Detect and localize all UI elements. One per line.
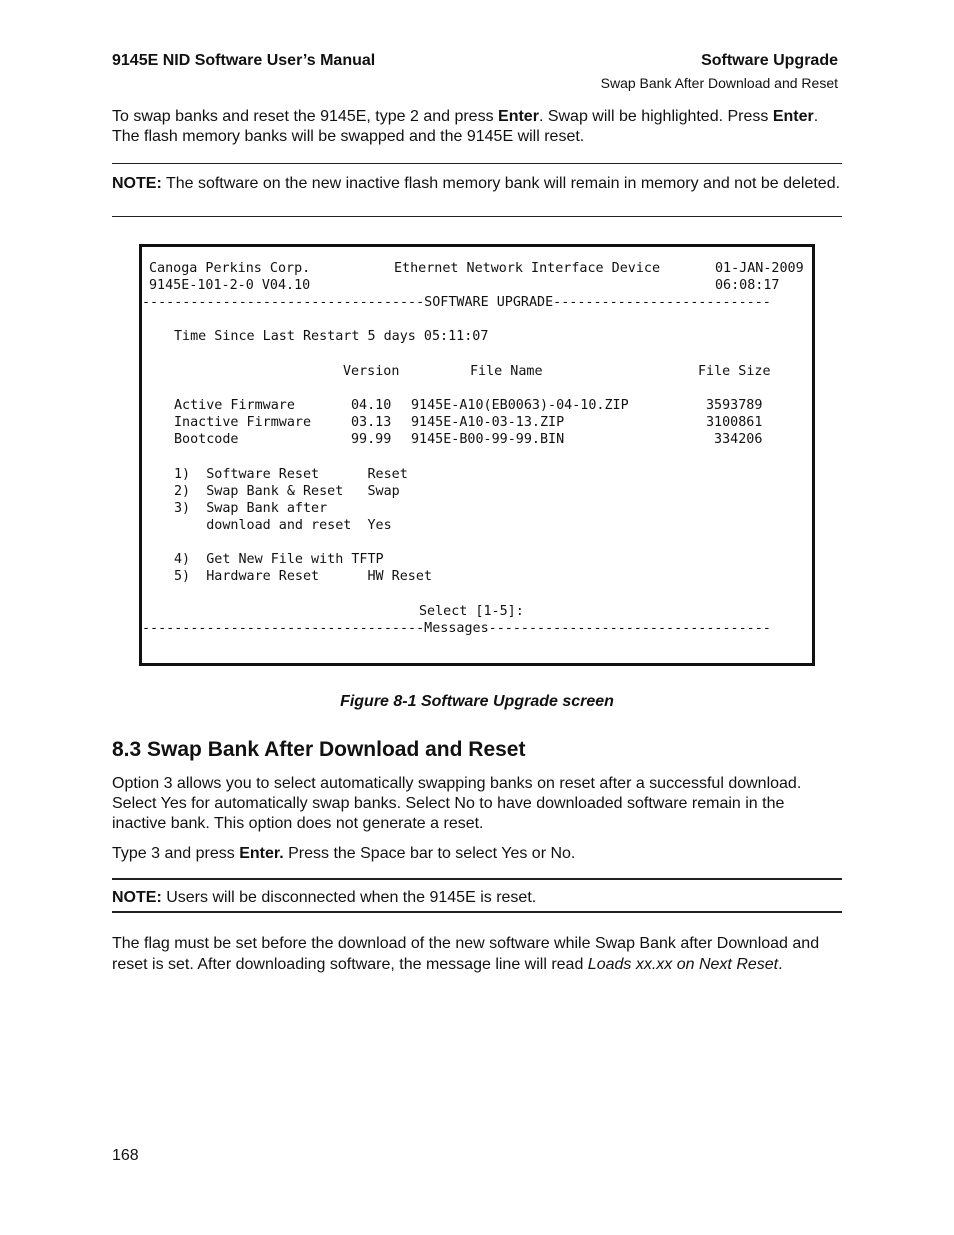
menu-option-swap-after-download-value[interactable]: download and reset Yes (174, 518, 392, 533)
software-upgrade-rule: -----------------------------------SOFTWARE UPGRADE--------------------------- (142, 295, 771, 310)
note-disconnect (112, 878, 842, 913)
intro-text-2: . Swap will be highlighted. Press (538, 108, 773, 125)
terminal-time: 06:08:17 (715, 278, 780, 293)
figure-caption: Figure 8-1 Software Upgrade screen (340, 693, 614, 710)
chapter-title: Software Upgrade (701, 52, 838, 69)
firmware-name: Bootcode (174, 432, 239, 447)
note-text: The software on the new inactive flash memory bank will remain in memory and not be deleted. (161, 175, 841, 192)
enter-key-3: Enter. (239, 845, 284, 862)
firmware-version: 04.10 (351, 398, 392, 413)
model-version: 9145E-101-2-0 V04.10 (149, 278, 311, 293)
menu-option-swap-after-download[interactable]: 3) Swap Bank after (174, 501, 328, 516)
select-prompt[interactable]: Select [1-5]: (419, 604, 524, 619)
product-name: Ethernet Network Interface Device (394, 261, 661, 276)
note-text: Users will be disconnected when the 9145E is reset. (161, 889, 537, 906)
menu-option-hardware-reset[interactable]: 5) Hardware Reset HW Reset (174, 569, 432, 584)
message-example: Loads xx.xx on Next Reset (587, 955, 779, 973)
page-number: 168 (112, 1147, 139, 1164)
intro-paragraph (112, 107, 842, 147)
enter-key-2: Enter (772, 108, 814, 125)
time-since-restart: Time Since Last Restart 5 days 05:11:07 (174, 329, 489, 344)
section-heading: 8.3 Swap Bank After Download and Reset (112, 738, 526, 761)
running-section-title: Swap Bank After Download and Reset (600, 75, 838, 91)
firmware-file: 9145E-B00-99-99.BIN (411, 432, 565, 447)
firmware-size: 3100861 (706, 415, 763, 430)
company-name: Canoga Perkins Corp. (149, 261, 311, 276)
firmware-version: 03.13 (351, 415, 392, 430)
column-header-version: Version (343, 364, 400, 379)
terminal-date: 01-JAN-2009 (715, 261, 804, 276)
closing-paragraph (112, 934, 842, 975)
menu-option-swap-bank-reset[interactable]: 2) Swap Bank & Reset Swap (174, 484, 400, 499)
manual-title: 9145E NID Software User’s Manual (112, 52, 376, 69)
firmware-version: 99.99 (351, 432, 392, 447)
messages-rule: -----------------------------------Messages----------------------------------- (142, 621, 771, 636)
note-label: NOTE: (112, 889, 162, 906)
instruction-text-2: Press the Space bar to select Yes or No. (283, 845, 576, 862)
menu-option-get-new-file[interactable]: 4) Get New File with TFTP (174, 552, 384, 567)
column-header-file-size: File Size (698, 364, 771, 379)
firmware-file: 9145E-A10-03-13.ZIP (411, 415, 565, 430)
closing-text-2: . (778, 955, 783, 973)
enter-key-1: Enter (498, 108, 539, 125)
instruction-paragraph (112, 844, 842, 864)
column-header-file-name: File Name (470, 364, 543, 379)
software-upgrade-terminal (139, 244, 815, 666)
closing-text-1: The flag must be set before the download of the new software while Swap Bank after Download and reset is set. After downloading software, the message line will read (112, 935, 820, 973)
firmware-file: 9145E-A10(EB0063)-04-10.ZIP (411, 398, 629, 413)
instruction-text-1: Type 3 and press (112, 845, 240, 862)
firmware-size: 334206 (706, 432, 763, 447)
intro-text-1: To swap banks and reset the 9145E, type 2 and press (112, 108, 499, 125)
option-3-paragraph: Option 3 allows you to select automatically swapping banks on reset after a successful download. Select Yes for automatically swap banks. Select No to have downloaded software remain in the inactive bank. This option does not generate a reset. (112, 775, 802, 832)
firmware-name: Active Firmware (174, 398, 295, 413)
firmware-name: Inactive Firmware (174, 415, 312, 430)
firmware-size: 3593789 (706, 398, 763, 413)
menu-option-software-reset[interactable]: 1) Software Reset Reset (174, 467, 408, 482)
note-inactive-bank (112, 163, 842, 217)
intro-text-3: . The flash memory banks will be swapped and the 9145E will reset. (112, 108, 819, 145)
note-label: NOTE: (112, 175, 162, 192)
